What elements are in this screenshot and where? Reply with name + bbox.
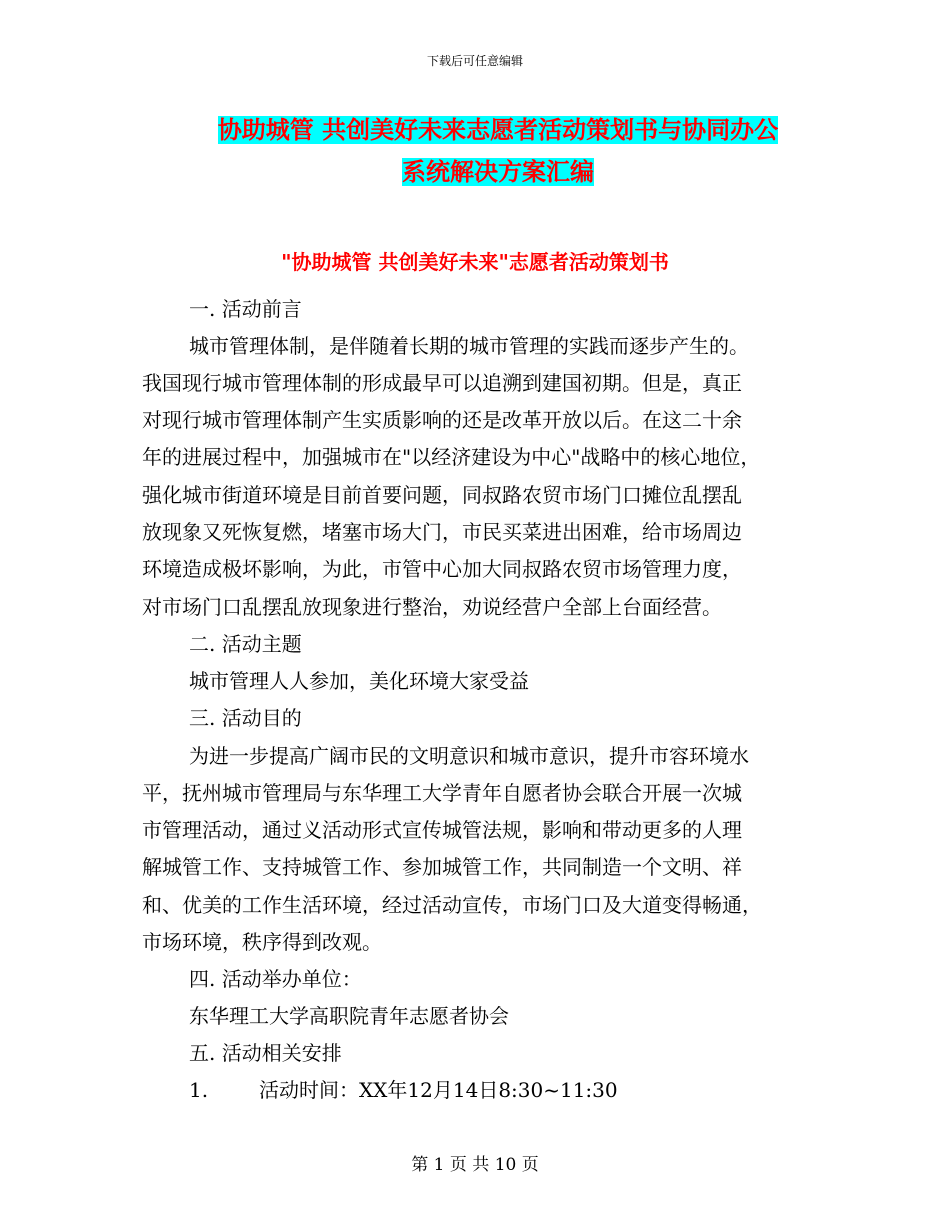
paragraph-line: 为进一步提高广阔市民的文明意识和城市意识，提升市容环境水 [189, 744, 749, 768]
section-heading-5: 五. 活动相关安排 [189, 1041, 342, 1065]
section-heading-3: 三. 活动目的 [189, 706, 302, 730]
paragraph-line: 对市场门口乱摆乱放现象进行整治，劝说经营户全部上台面经营。 [142, 595, 722, 619]
document-title-line-2 [0, 156, 950, 188]
paragraph-line: 年的进展过程中，加强城市在"以经济建设为中心"战略中的核心地位， [142, 445, 761, 469]
document-title-line-1 [0, 114, 950, 146]
paragraph-line: 城市管理体制，是伴随着长期的城市管理的实践而逐步产生的。 [189, 334, 749, 358]
page-header-note: 下载后可任意编辑 [426, 54, 523, 68]
section-heading-1: 一. 活动前言 [189, 297, 302, 321]
schedule-item: 1. 活动时间：XX年12月14日8:30~11:30 [189, 1078, 618, 1102]
paragraph-line: 市管理活动，通过义活动形式宣传城管法规，影响和带动更多的人理 [142, 818, 742, 842]
section-heading-2: 二. 活动主题 [189, 632, 302, 656]
paragraph-line: 我国现行城市管理体制的形成最早可以追溯到建国初期。但是，真正 [142, 371, 742, 395]
paragraph-line: 对现行城市管理体制产生实质影响的还是改革开放以后。在这二十余 [142, 408, 742, 432]
paragraph-line: 平，抚州城市管理局与东华理工大学青年自愿者协会联合开展一次城 [142, 781, 742, 805]
paragraph-line: 放现象又死恢复燃，堵塞市场大门，市民买菜进出困难，给市场周边 [142, 520, 742, 544]
paragraph-line: 强化城市街道环境是目前首要问题，同叔路农贸市场门口摊位乱摆乱 [142, 483, 742, 507]
paragraph-line: 东华理工大学高职院青年志愿者协会 [189, 1004, 509, 1028]
paragraph-line: 环境造成极坏影响，为此，市管中心加大同叔路农贸市场管理力度， [142, 557, 742, 581]
title-highlight-2: 系统解决方案汇编 [402, 158, 594, 186]
section-heading-4: 四. 活动举办单位： [189, 967, 362, 991]
paragraph-line: 解城管工作、支持城管工作、参加城管工作，共同制造一个文明、祥 [142, 855, 742, 879]
page-number-footer: 第 1 页 共 10 页 [411, 1155, 539, 1175]
paragraph-line: 和、优美的工作生活环境，经过活动宣传，市场门口及大道变得畅通， [142, 893, 762, 917]
section-subtitle: "协助城管 共创美好未来"志愿者活动策划书 [281, 250, 669, 274]
paragraph-line: 城市管理人人参加，美化环境大家受益 [189, 669, 529, 693]
title-highlight-1: 协助城管 共创美好未来志愿者活动策划书与协同办公 [217, 116, 779, 144]
paragraph-line: 市场环境，秩序得到改观。 [142, 930, 382, 954]
